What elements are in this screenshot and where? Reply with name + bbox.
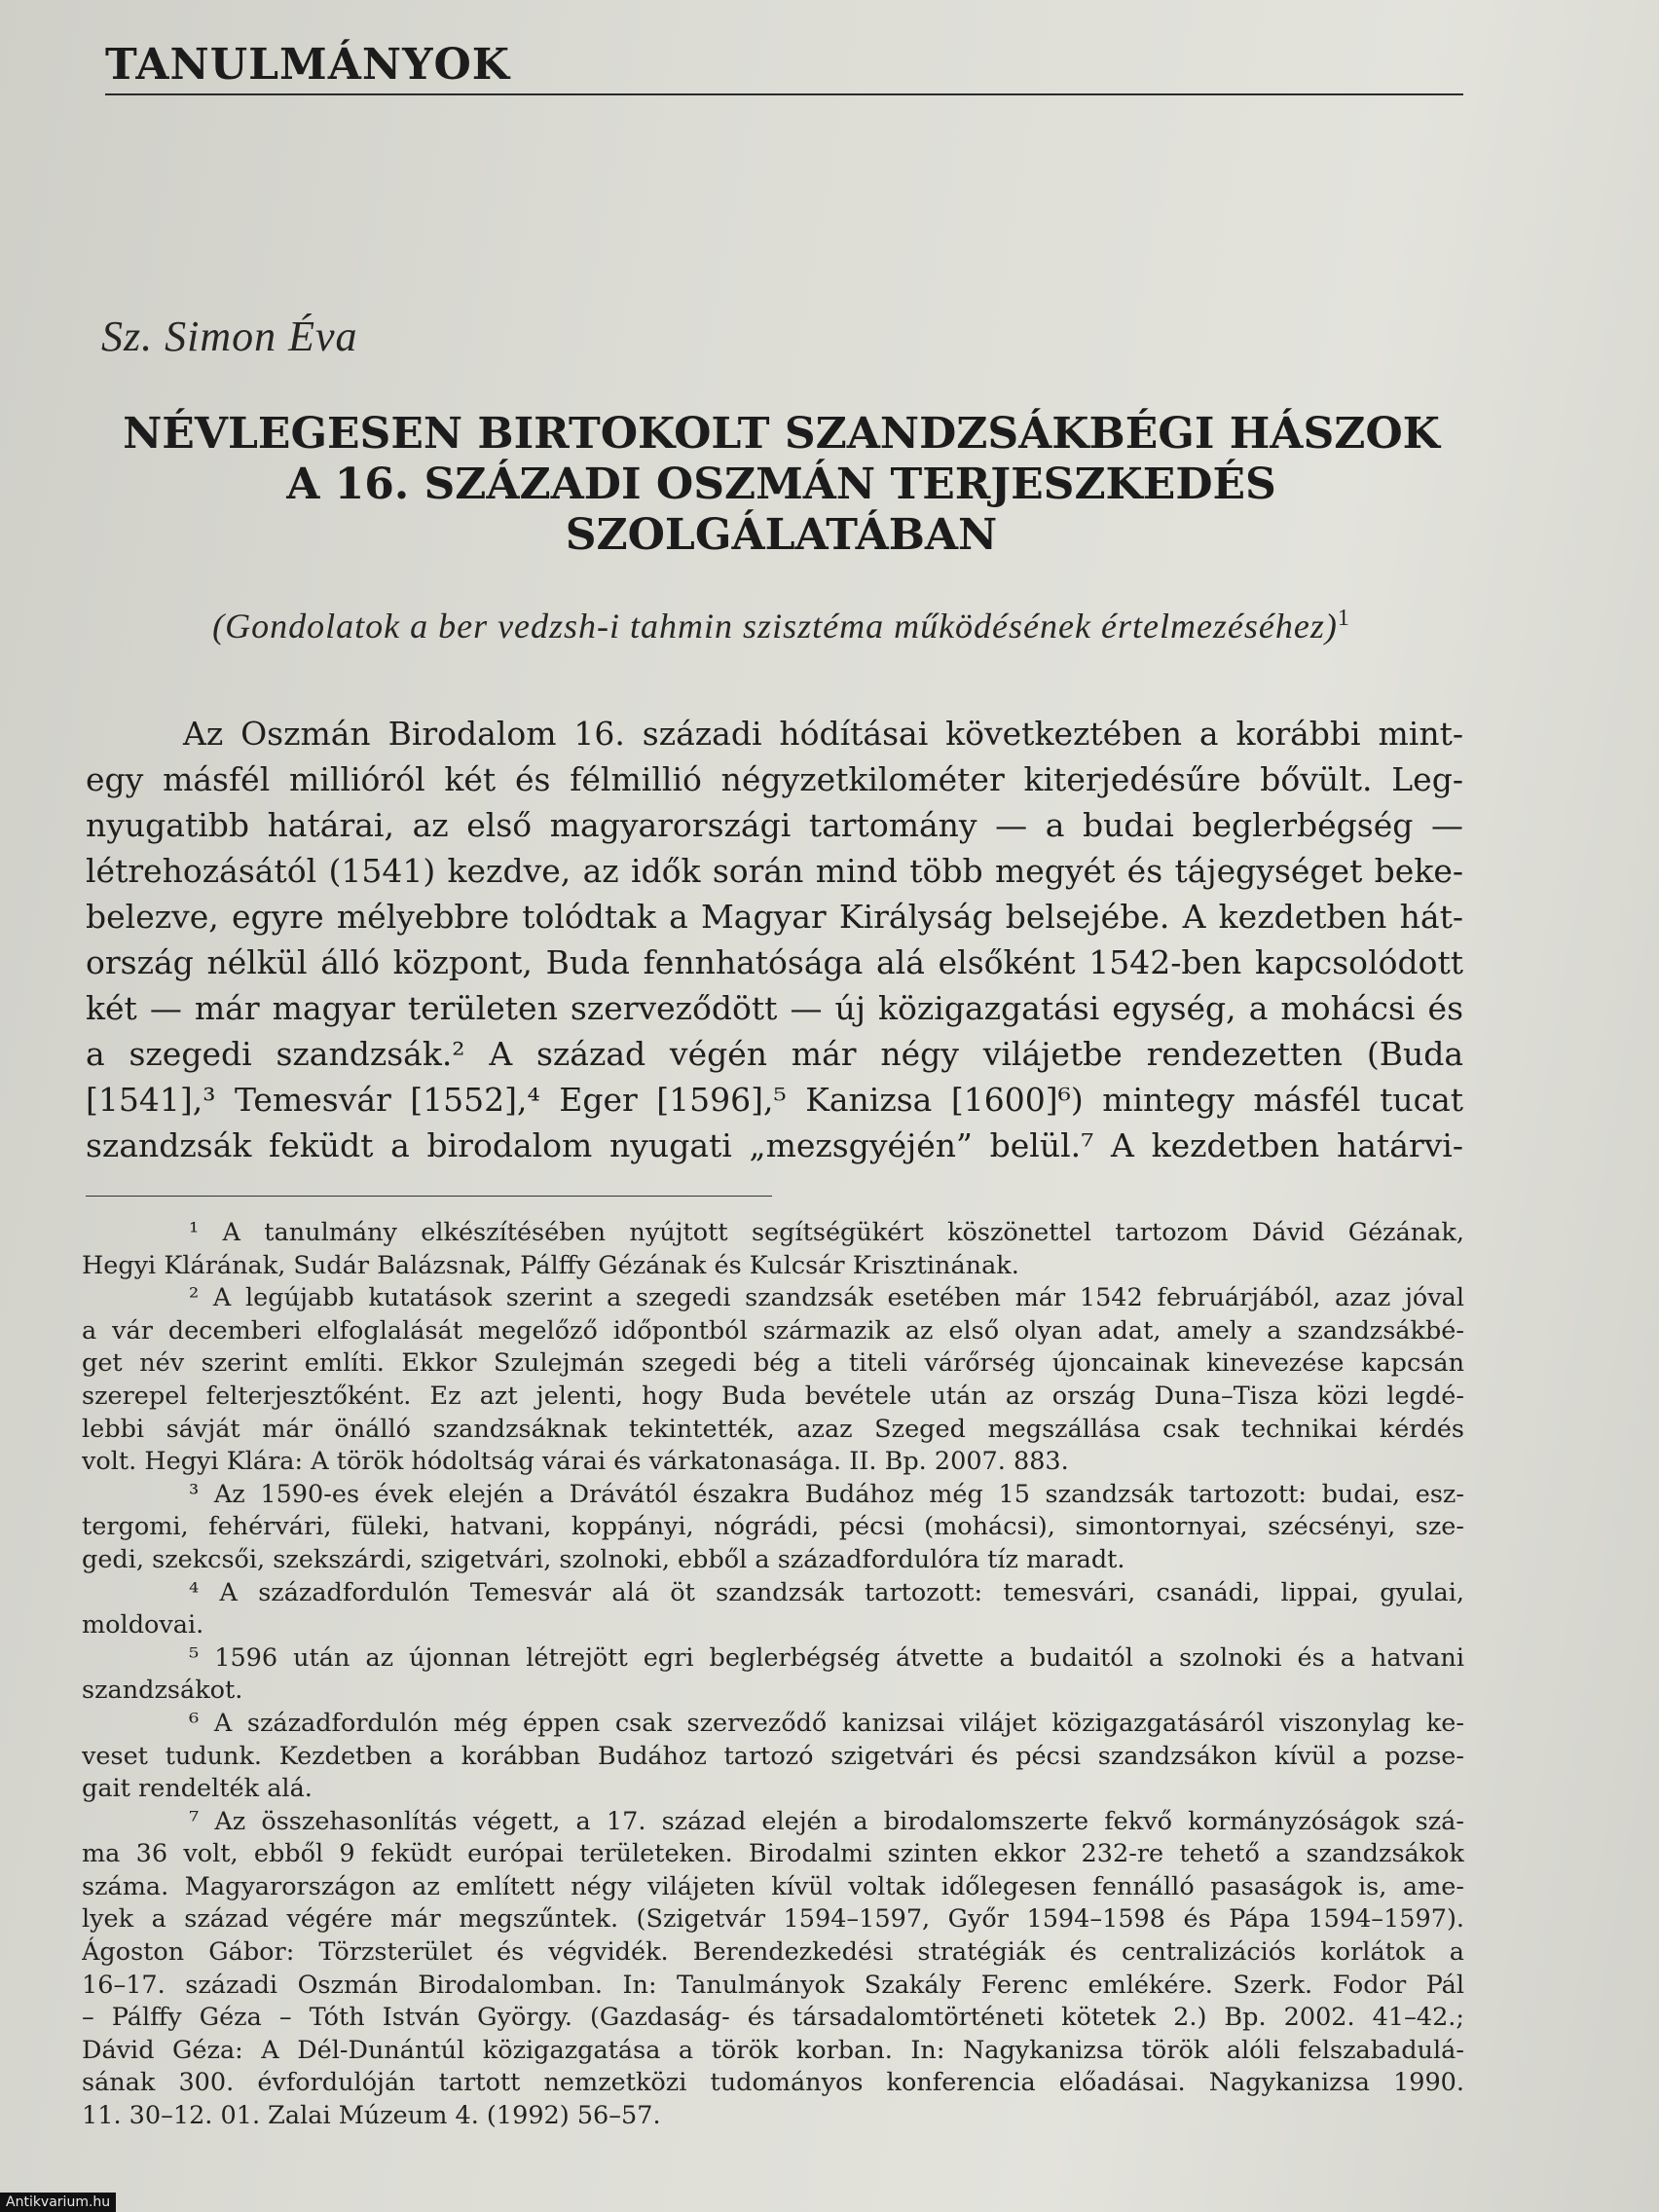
- footnote-line: moldovai.: [82, 1610, 204, 1641]
- title-line: SZOLGÁLATÁBAN: [565, 510, 998, 560]
- footnote-line: lebbi sávját már önálló szandzsáknak tekintették, azaz Szeged megszállása csak technikai kérdés: [82, 1414, 1464, 1444]
- article-subtitle: [97, 606, 1465, 646]
- footnote-line: gait rendelték alá.: [82, 1774, 313, 1804]
- footnote-line: Ágoston Gábor: Törzsterület és végvidék. Berendezkedési stratégiák és centralizációs korlátok a: [82, 1937, 1464, 1968]
- footnote-separator: [86, 1196, 772, 1197]
- subtitle-text: (Gondolatok a ber vedzsh-i tahmin szisztéma működésének értelmezéséhez): [212, 607, 1338, 645]
- footnote-line: szerepel felterjesztőként. Ez azt jelenti, hogy Buda bevétele után az ország Duna–Tisza közi legdé-: [82, 1381, 1464, 1411]
- footnote-line: tergomi, fehérvári, füleki, hatvani, koppányi, nógrádi, pécsi (mohácsi), simontornyai, szécsényi, sze-: [82, 1512, 1464, 1542]
- title-line: NÉVLEGESEN BIRTOKOLT SZANDZSÁKBÉGI HÁSZOK: [123, 409, 1440, 459]
- footnote-marker: 1: [1337, 606, 1350, 631]
- footnote-line: a vár decemberi elfoglalását megelőző időpontból származik az első olyan adat, amely a szandzsákbé-: [82, 1315, 1464, 1346]
- footnote-line: ma 36 volt, ebből 9 feküdt európai területeken. Birodalmi szinten ekkor 232-re tehető a szandzsákok: [82, 1839, 1464, 1869]
- body-line: belezve, egyre mélyebbre tolódtak a Magyar Királyság belsejébe. A kezdetben hát-: [86, 898, 1463, 936]
- footnote-line: lyek a század végére már megszűntek. (Szigetvár 1594–1597, Győr 1594–1598 és Pápa 1594–1597).: [82, 1904, 1464, 1935]
- footnote-line: ⁵ 1596 után az újonnan létrejött egri beglerbégség átvette a budaitól a szolnoki és a hatvani: [189, 1642, 1464, 1673]
- footnote-line: ⁶ A századfordulón még éppen csak szerveződő kanizsai vilájet közigazgatásáról viszonylag ke-: [189, 1708, 1464, 1738]
- body-line: Az Oszmán Birodalom 16. századi hódításai következtében a korábbi mint-: [183, 715, 1463, 753]
- footnote-line: volt. Hegyi Klára: A török hódoltság várai és várkatonasága. II. Bp. 2007. 883.: [82, 1447, 1069, 1477]
- watermark: Antikvarium.hu: [0, 2193, 116, 2212]
- article-title: [97, 409, 1465, 561]
- body-line: nyugatibb határai, az első magyarországi tartomány — a budai beglerbégség —: [86, 806, 1463, 844]
- footnote-line: 11. 30–12. 01. Zalai Múzeum 4. (1992) 56–57.: [82, 2101, 661, 2131]
- footnote-line: veset tudunk. Kezdetben a korábban Budához tartozó szigetvári és pécsi szandzsákon kívül a pozse-: [82, 1741, 1464, 1771]
- footnote-line: get név szerint említi. Ekkor Szulejmán szegedi bég a titeli várőrség újoncainak kinevezése kapcsán: [82, 1348, 1464, 1379]
- footnote-line: ⁴ A századfordulón Temesvár alá öt szandzsák tartozott: temesvári, csanádi, lippai, gyulai,: [189, 1577, 1464, 1607]
- footnote-line: ⁷ Az összehasonlítás végett, a 17. század elején a birodalomszerte fekvő kormányzóságok szá-: [189, 1806, 1464, 1836]
- footnotes: [82, 1217, 1464, 2133]
- footnote-line: – Pálffy Géza – Tóth István György. (Gazdaság- és társadalomtörténeti kötetek 2.) Bp. 2002. 41–42.;: [82, 2003, 1464, 2033]
- footnote-line: Dávid Géza: A Dél-Dunántúl közigazgatása a török korban. In: Nagykanizsa török alóli felszabadulá-: [82, 2035, 1464, 2065]
- footnote-line: ³ Az 1590-es évek elején a Drávától északra Budához még 15 szandzsák tartozott: budai, esz-: [189, 1479, 1464, 1509]
- title-line: A 16. SZÁZADI OSZMÁN TERJESZKEDÉS: [286, 460, 1276, 509]
- section-header: [105, 37, 1463, 95]
- body-paragraph: [86, 711, 1463, 1168]
- footnote-line: gedi, szekcsői, szekszárdi, szigetvári, szolnoki, ebből a századfordulóra tíz maradt.: [82, 1544, 1125, 1574]
- body-line: szandzsák feküdt a birodalom nyugati „mezsgyéjén” belül.⁷ A kezdetben határvi-: [86, 1126, 1463, 1164]
- section-header-text: TANULMÁNYOK: [105, 40, 511, 90]
- body-line: létrehozásától (1541) kezdve, az idők során mind több megyét és tájegységet beke-: [86, 852, 1463, 890]
- footnote-line: száma. Magyarországon az említett négy vilájeten kívül voltak időlegesen fennálló pasaságok is, ame-: [82, 1871, 1464, 1901]
- author-name: Sz. Simon Éva: [101, 313, 358, 360]
- footnote-line: 16–17. századi Oszmán Birodalomban. In: Tanulmányok Szakály Ferenc emlékére. Szerk. Fodor Pál: [82, 1970, 1464, 2000]
- footnote-line: Hegyi Klárának, Sudár Balázsnak, Pálffy Gézának és Kulcsár Krisztinának.: [82, 1250, 1019, 1280]
- body-line: a szegedi szandzsák.² A század végén már négy vilájetbe rendezetten (Buda: [86, 1035, 1463, 1073]
- body-line: egy másfél millióról két és félmillió négyzetkilométer kiterjedésűre bővült. Leg-: [86, 760, 1463, 798]
- body-line: két — már magyar területen szerveződött — új közigazgatási egység, a mohácsi és: [86, 989, 1463, 1027]
- footnote-line: ¹ A tanulmány elkészítésében nyújtott segítségükért köszönettel tartozom Dávid Gézának,: [189, 1218, 1464, 1247]
- footnote-line: ² A legújabb kutatások szerint a szegedi szandzsák esetében már 1542 februárjából, azaz jóval: [189, 1283, 1464, 1313]
- footnote-line: szandzsákot.: [82, 1676, 243, 1706]
- footnote-line: sának 300. évfordulóján tartott nemzetközi tudományos konferencia előadásai. Nagykanizsa 1990.: [82, 2068, 1464, 2098]
- body-line: ország nélkül álló központ, Buda fennhatósága alá elsőként 1542-ben kapcsolódott: [86, 943, 1463, 981]
- body-line: [1541],³ Temesvár [1552],⁴ Eger [1596],⁵ Kanizsa [1600]⁶) mintegy másfél tucat: [86, 1081, 1463, 1119]
